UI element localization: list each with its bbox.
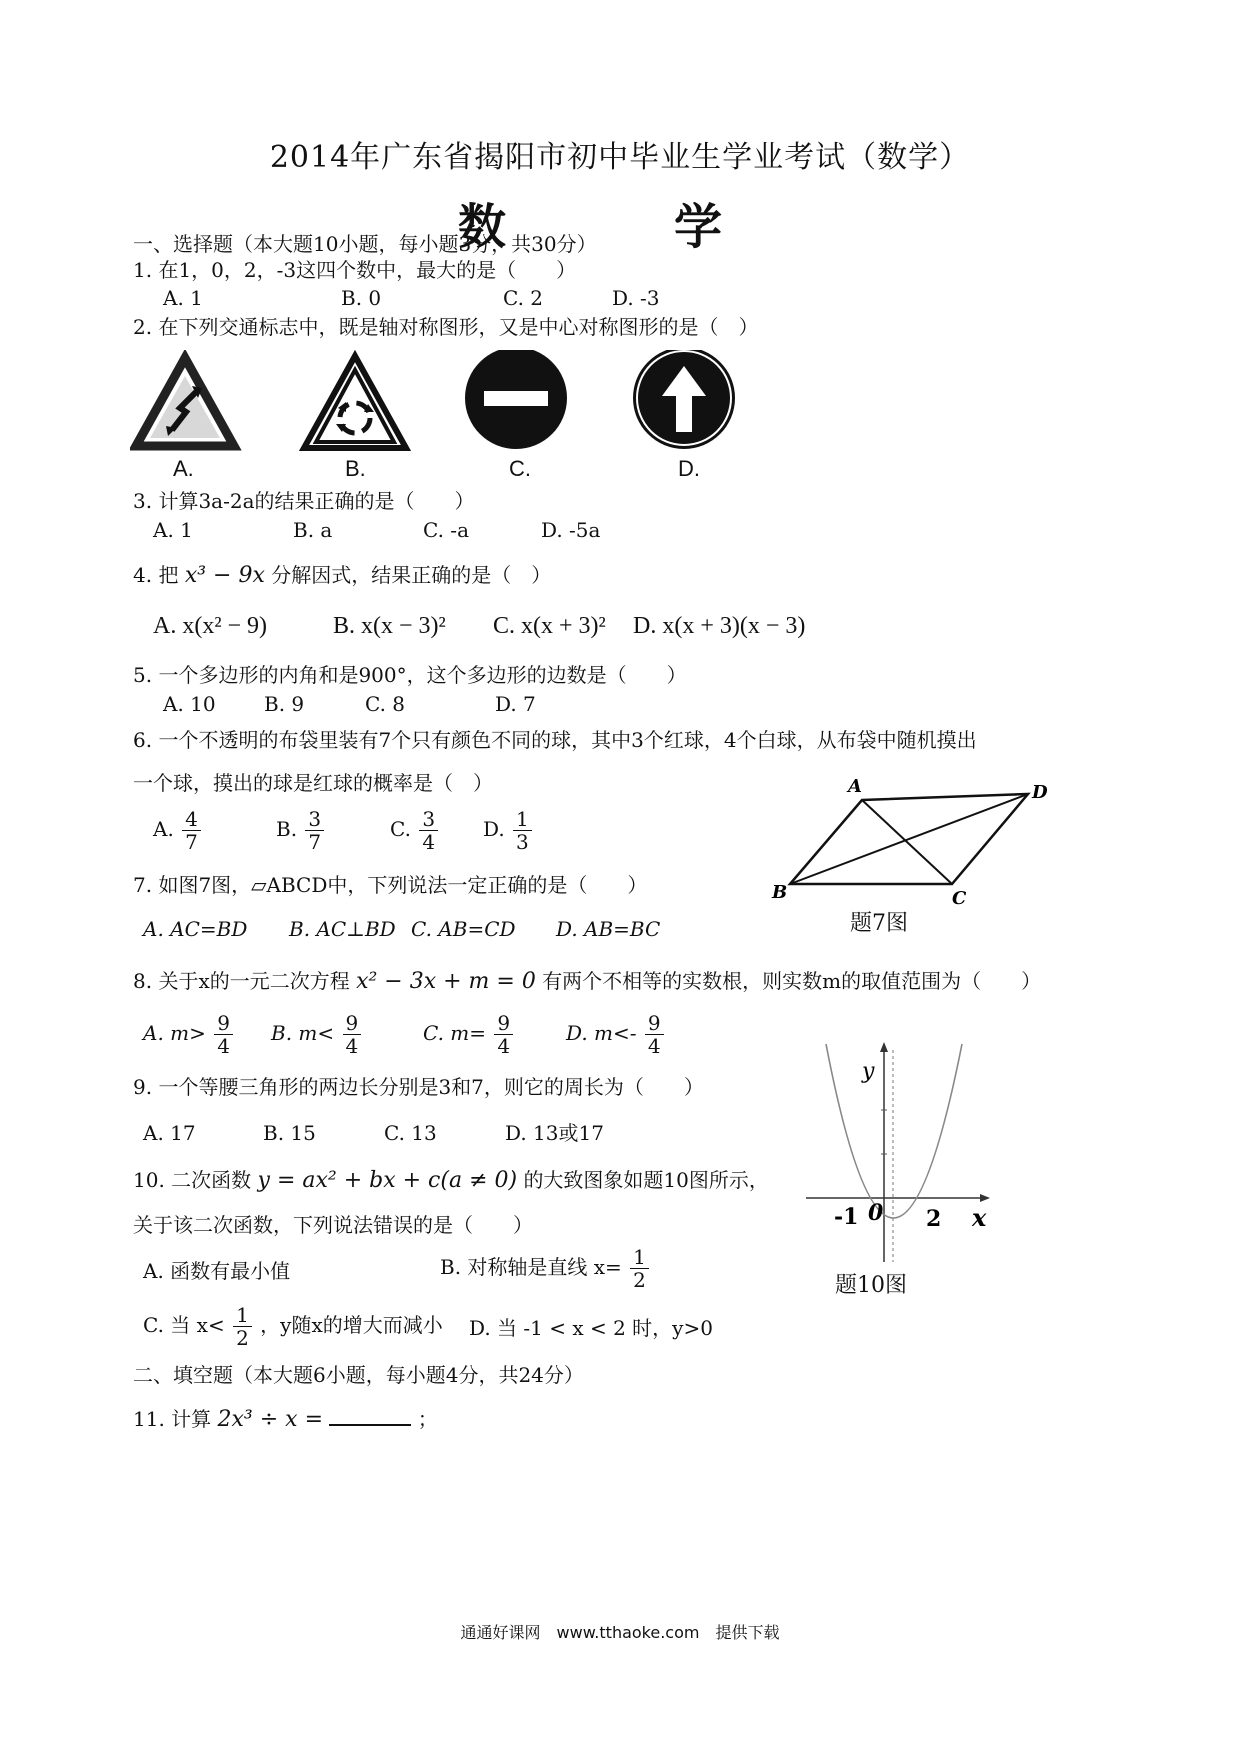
section-1-heading: 一、选择题（本大题10小题，每小题3分，共30分） <box>133 232 597 256</box>
q8-d-label: D. m<- <box>566 1021 637 1045</box>
section-2-heading: 二、填空题（本大题6小题，每小题4分，共24分） <box>133 1363 584 1387</box>
q3-option-c: C. -a <box>423 518 469 542</box>
q1-option-d: D. -3 <box>612 286 660 310</box>
sign-d-icon <box>633 350 735 449</box>
q11-expression: 2x³ ÷ x = <box>217 1407 324 1432</box>
q6-option-a <box>153 808 203 853</box>
q1-stem: 1. 在1，0，2，-3这四个数中，最大的是（ ） <box>133 258 577 282</box>
q8-expression: x² − 3x + m = 0 <box>356 969 536 994</box>
q7-label-c: C <box>952 888 967 909</box>
q10-stem-post: 的大致图象如题10图所示， <box>523 1168 769 1192</box>
q6-a-fraction: $\frac{4}{7}$ <box>182 808 201 853</box>
q4-option-b: B. x(x − 3)² <box>333 613 446 639</box>
q8-a-label: A. m> <box>143 1021 206 1045</box>
q6-option-c <box>390 808 440 853</box>
q8-c-fraction: $\frac{9}{4}$ <box>494 1012 513 1057</box>
q4-option-c: C. x(x + 3)² <box>493 613 606 639</box>
q5-option-d: D. 7 <box>495 692 536 716</box>
q8-stem-pre: 8. 关于x的一元二次方程 <box>133 969 350 993</box>
q10-origin-label: 0 <box>868 1200 884 1226</box>
q5-stem: 5. 一个多边形的内角和是900°，这个多边形的边数是（ ） <box>133 663 687 687</box>
q3-option-a: A. 1 <box>153 518 193 542</box>
q5-option-b: B. 9 <box>264 692 305 716</box>
q7-label-d: D <box>1032 782 1048 803</box>
q9-option-b: B. 15 <box>263 1121 316 1145</box>
q4-option-a: A. x(x² − 9) <box>153 613 268 639</box>
q10-c-pre: C. 当 x< <box>143 1313 225 1337</box>
q8-option-b <box>271 1012 363 1057</box>
q6-stem-line1: 6. 一个不透明的布袋里装有7个只有颜色不同的球，其中3个红球，4个白球，从布袋中随机摸出 <box>133 728 977 752</box>
q9-stem: 9. 一个等腰三角形的两边长分别是3和7，则它的周长为（ ） <box>133 1075 704 1099</box>
q1-option-a: A. 1 <box>163 286 203 310</box>
q11-stem <box>133 1404 438 1433</box>
q7-option-d: D. AB=BC <box>556 917 661 941</box>
q8-b-label: B. m< <box>271 1021 335 1045</box>
q11-stem-pre: 11. 计算 <box>133 1407 212 1431</box>
q6-option-d <box>483 808 534 853</box>
q10-option-c <box>143 1304 443 1349</box>
q8-stem <box>133 968 1041 995</box>
q11-answer-blank[interactable] <box>329 1404 411 1426</box>
q8-c-label: C. m= <box>423 1021 487 1045</box>
q6-b-label: B. <box>276 817 298 841</box>
q7-option-a: A. AC=BD <box>143 917 248 941</box>
sign-b-icon <box>304 356 406 448</box>
q3-option-d: D. -5a <box>541 518 601 542</box>
q4-stem-post: 分解因式，结果正确的是（ ） <box>271 563 552 587</box>
q4-expression: x³ − 9x <box>184 563 265 588</box>
q6-c-fraction: $\frac{3}{4}$ <box>419 808 438 853</box>
q10-c-fraction: $\frac{1}{2}$ <box>233 1304 252 1349</box>
footer-source: 通通好课网 www.tthaoke.com 提供下载 <box>460 1623 780 1642</box>
q7-stem: 7. 如图7图，▱ABCD中，下列说法一定正确的是（ ） <box>133 873 648 897</box>
q6-d-label: D. <box>483 817 505 841</box>
q5-option-a: A. 10 <box>163 692 216 716</box>
q10-two-label: 2 <box>926 1206 942 1232</box>
q11-end: ； <box>417 1407 438 1431</box>
page-title: 2014年广东省揭阳市初中毕业生学业考试（数学） <box>269 140 971 175</box>
q8-a-fraction: $\frac{9}{4}$ <box>214 1012 233 1057</box>
q10-stem-line2: 关于该二次函数，下列说法错误的是（ ） <box>133 1213 533 1237</box>
q6-d-fraction: $\frac{1}{3}$ <box>513 808 532 853</box>
q8-stem-post: 有两个不相等的实数根，则实数m的取值范围为（ ） <box>542 969 1042 993</box>
q10-option-b <box>440 1246 651 1291</box>
q3-option-b: B. a <box>293 518 333 542</box>
q3-stem: 3. 计算3a-2a的结果正确的是（ ） <box>133 489 475 513</box>
q8-option-d <box>566 1012 666 1057</box>
q10-neg1-label: -1 <box>834 1204 859 1230</box>
sign-a-icon <box>136 358 234 446</box>
q6-option-b <box>276 808 326 853</box>
q4-stem <box>133 562 551 589</box>
q7-parallelogram-figure <box>770 770 1060 910</box>
q8-b-fraction: $\frac{9}{4}$ <box>343 1012 362 1057</box>
q9-option-a: A. 17 <box>143 1121 196 1145</box>
q2-option-b: B. <box>345 456 366 481</box>
q2-stem: 2. 在下列交通标志中，既是轴对称图形，又是中心对称图形的是（ ） <box>133 315 759 339</box>
q10-c-post: ，y随x的增大而减小 <box>260 1313 443 1337</box>
q7-label-a: A <box>848 776 862 797</box>
q10-y-label: y <box>862 1059 875 1084</box>
q6-c-label: C. <box>390 817 411 841</box>
sign-c-icon <box>465 350 567 449</box>
q7-option-b: B. AC⊥BD <box>289 917 396 941</box>
q7-option-c: C. AB=CD <box>411 917 516 941</box>
q8-option-c <box>423 1012 515 1057</box>
q8-option-a <box>143 1012 235 1057</box>
q4-stem-pre: 4. 把 <box>133 563 179 587</box>
q1-option-b: B. 0 <box>341 286 382 310</box>
q2-option-d: D. <box>678 456 700 481</box>
q6-b-fraction: $\frac{3}{7}$ <box>305 808 324 853</box>
q6-stem-line2: 一个球，摸出的球是红球的概率是（ ） <box>133 771 493 795</box>
q9-option-c: C. 13 <box>384 1121 437 1145</box>
q2-option-a: A. <box>173 456 194 481</box>
q7-figure-caption: 题7图 <box>850 911 908 936</box>
q10-x-label: x <box>972 1203 987 1232</box>
q2-option-c: C. <box>509 456 531 481</box>
q10-expression: y = ax² + bx + c(a ≠ 0) <box>257 1168 518 1193</box>
q10-parabola-figure <box>800 1040 1000 1265</box>
q6-a-label: A. <box>153 817 174 841</box>
q10-b-fraction: $\frac{1}{2}$ <box>630 1246 649 1291</box>
q1-option-c: C. 2 <box>503 286 544 310</box>
q8-d-fraction: $\frac{9}{4}$ <box>645 1012 664 1057</box>
q10-figure-caption: 题10图 <box>835 1273 907 1298</box>
q10-option-d: D. 当 -1 < x < 2 时，y>0 <box>469 1316 713 1340</box>
q9-option-d: D. 13或17 <box>505 1121 604 1145</box>
q10-b-pre: B. 对称轴是直线 x= <box>440 1255 622 1279</box>
traffic-signs <box>130 350 750 460</box>
q10-option-a: A. 函数有最小值 <box>143 1259 291 1283</box>
q10-stem-pre: 10. 二次函数 <box>133 1168 252 1192</box>
q5-option-c: C. 8 <box>365 692 406 716</box>
q10-stem <box>133 1167 769 1194</box>
q7-label-b: B <box>772 882 788 903</box>
q4-option-d: D. x(x + 3)(x − 3) <box>633 613 806 639</box>
subject-title: 数 学 <box>457 199 782 255</box>
